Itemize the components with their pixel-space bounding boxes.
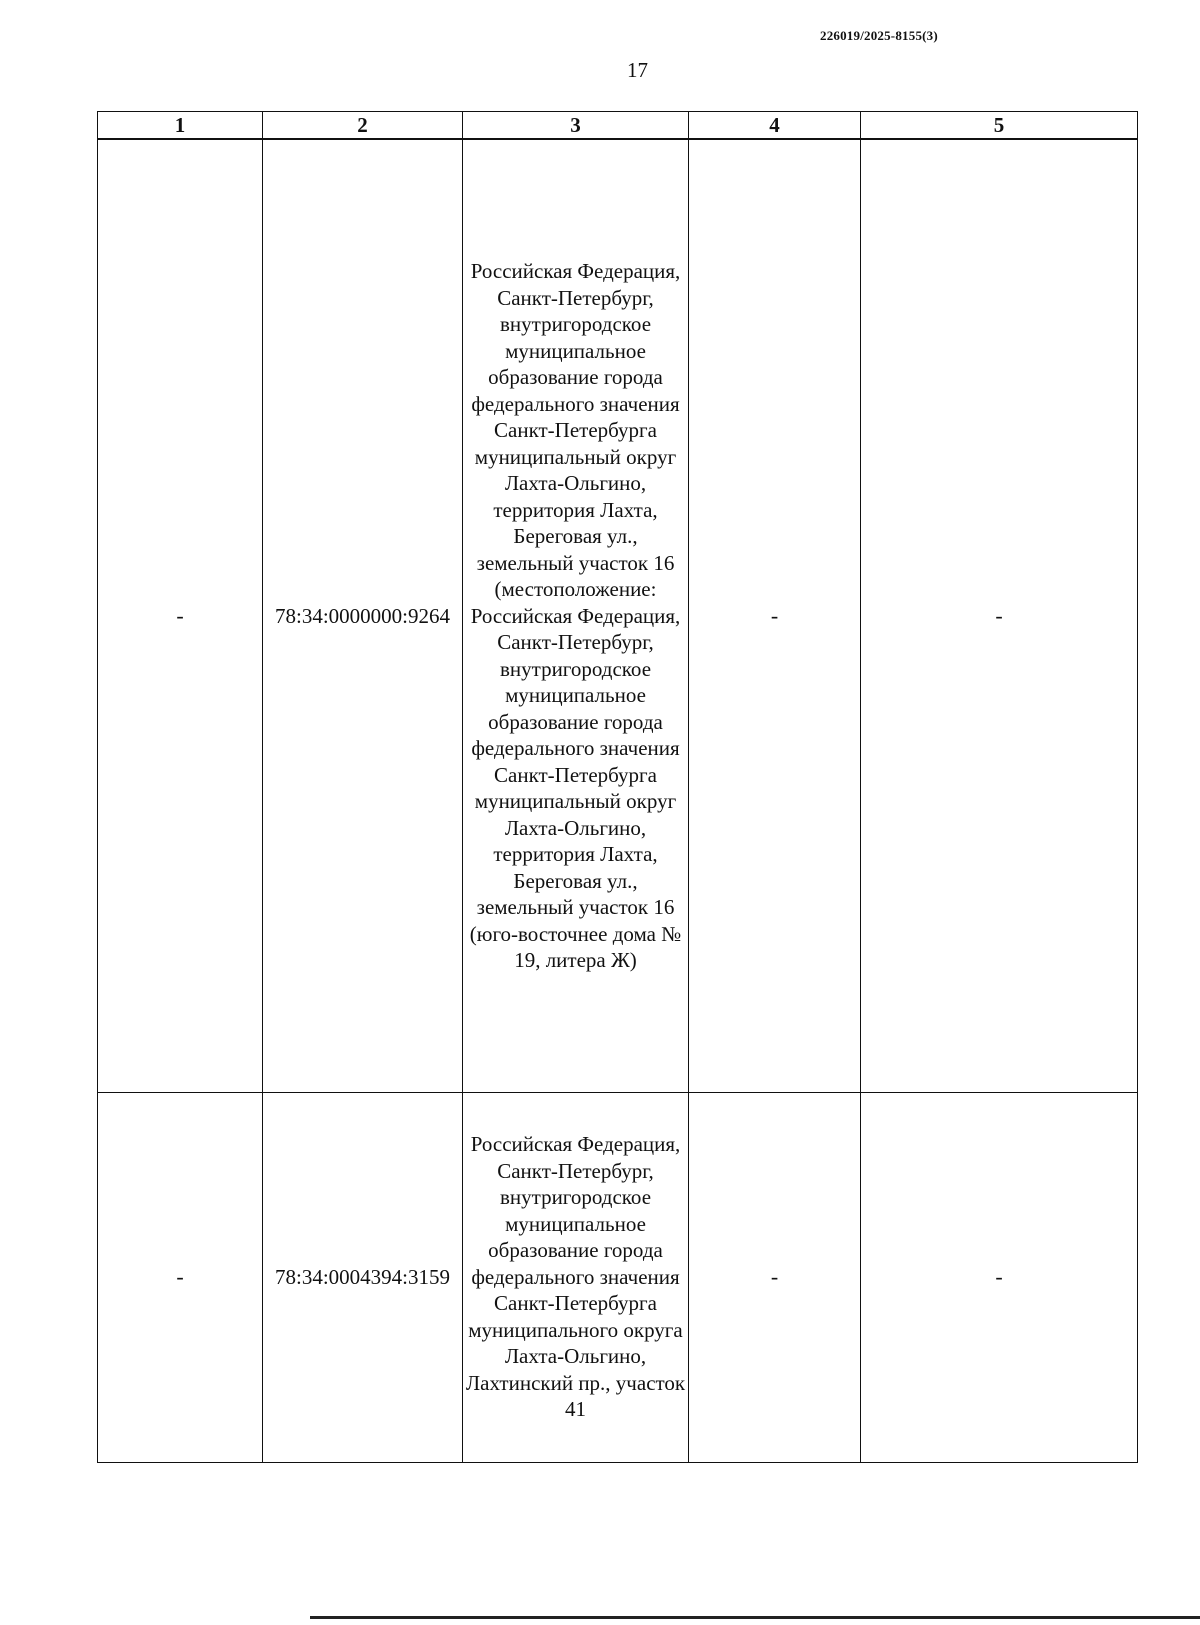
row-1-address: Российская Федерация, Санкт-Петербург, внутригородское муниципальное образование города федерального значения Санкт-Петербурга муниципальный округ Лахта-Ольгино, территория Лахта, Береговая ул., земельный участок 16 (местоположение: Российская Федерация, Санкт-Петербург, внутригородское муниципальное образование города федерального значения Санкт-Петербурга муниципальный округ Лахта-Ольгино, территория Лахта, Береговая ул., земельный участок 16 (юго-восточнее дома № 19, литера Ж) <box>463 139 689 1092</box>
table-header-row <box>98 112 1138 140</box>
row-1-col-1: - <box>98 139 263 1092</box>
page-number: 17 <box>627 58 648 82</box>
scan-edge-line <box>310 1616 1200 1619</box>
row-2-cadastral-number: 78:34:0004394:3159 <box>263 1092 463 1462</box>
table-row <box>98 139 1138 1092</box>
column-header-2: 2 <box>263 112 463 140</box>
column-header-3: 3 <box>463 112 689 140</box>
row-2-col-1: - <box>98 1092 263 1462</box>
document-number: 226019/2025-8155(3) <box>820 28 938 43</box>
table-row <box>98 1092 1138 1462</box>
column-header-5: 5 <box>861 112 1138 140</box>
row-2-address: Российская Федерация, Санкт-Петербург, внутригородское муниципальное образование города федерального значения Санкт-Петербурга муниципального округа Лахта-Ольгино, Лахтинский пр., участок 41 <box>463 1092 689 1462</box>
row-1-col-5: - <box>861 139 1138 1092</box>
row-2-col-5: - <box>861 1092 1138 1462</box>
row-2-col-4: - <box>689 1092 861 1462</box>
register-table <box>97 111 1138 1463</box>
row-1-cadastral-number: 78:34:0000000:9264 <box>263 139 463 1092</box>
column-header-4: 4 <box>689 112 861 140</box>
column-header-1: 1 <box>98 112 263 140</box>
row-1-col-4: - <box>689 139 861 1092</box>
